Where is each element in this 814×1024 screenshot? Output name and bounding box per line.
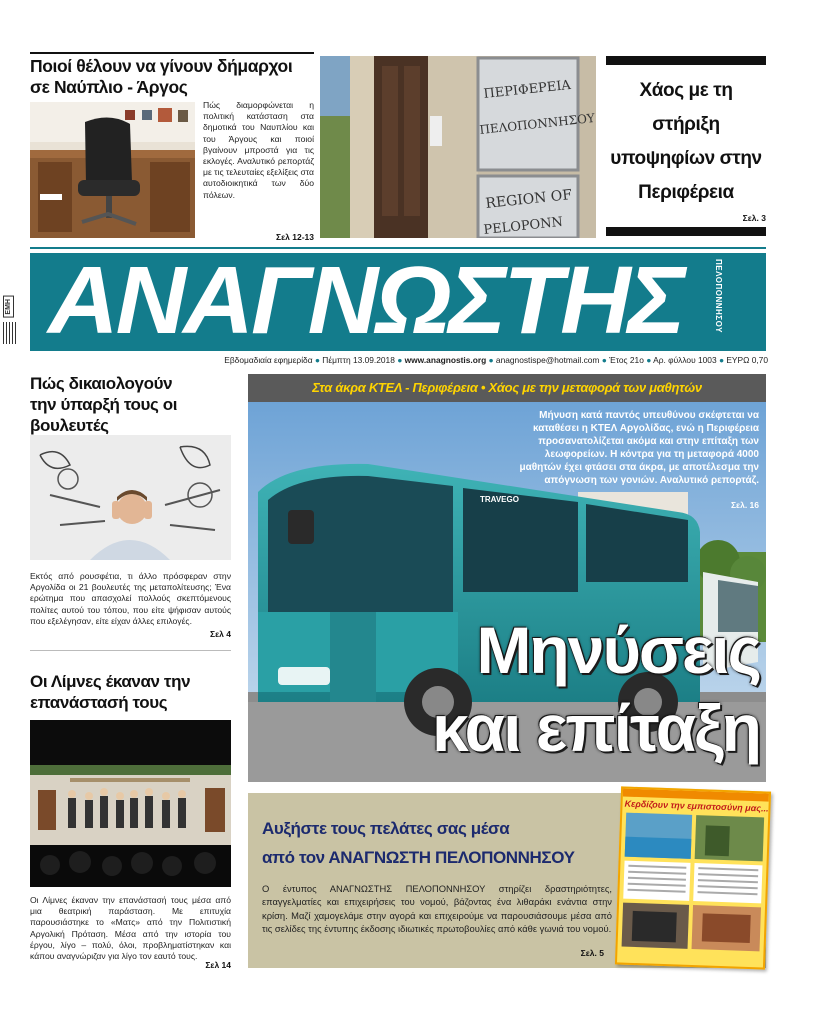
ad-title-line1: Αυξήστε τους πελάτες σας μέσα	[262, 819, 510, 838]
story-headline-mps[interactable]: Πώς δικαιολογούν την ύπαρξή τους οι βουλευτές	[30, 374, 178, 435]
top-rule-right-bottom	[606, 227, 766, 236]
page-ref-ad[interactable]: Σελ. 5	[580, 948, 604, 958]
left-divider	[30, 650, 231, 651]
photo-empty-chair	[30, 102, 195, 238]
email-link[interactable]: anagnostispe@hotmail.com	[495, 355, 600, 365]
page-ref-chaos[interactable]: Σελ. 3	[742, 213, 766, 223]
story-headline-limnes[interactable]: Οι Λίμνες έκαναν την επανάστασή τους	[30, 672, 191, 712]
side-badge-text: ΕΜΗ	[3, 296, 14, 318]
story-headline-chaos[interactable]: Χάος με τη στήριξη υποψηφίων στην Περιφέρεια	[610, 80, 762, 203]
top-rule-left	[30, 52, 314, 54]
page-ref-limnes[interactable]: Σελ 14	[205, 960, 231, 970]
website-link[interactable]: www.anagnostis.org	[404, 355, 487, 365]
ad-thumbnail-title: Κερδίζουν την εμπιστοσύνη μας...	[624, 798, 769, 814]
page-ref-mayors[interactable]: Σελ 12-13	[276, 232, 314, 242]
ad-title-line2: από τον ΑΝΑΓΝΩΣΤΗ ΠΕΛΟΠΟΝΝΗΣΟΥ	[262, 848, 575, 867]
main-banner-text: Στα άκρα ΚΤΕΛ - Περιφέρεια • Χάος με την μεταφορά των μαθητών	[312, 380, 702, 395]
masthead-subtitle: ΠΕΛΟΠΟΝΝΗΣΟΥ	[714, 259, 723, 333]
main-banner[interactable]	[248, 374, 766, 402]
ad-thumbnail[interactable]	[615, 786, 771, 969]
masthead	[30, 253, 766, 351]
top-rule-right	[606, 56, 766, 65]
side-badge	[3, 296, 23, 368]
photo-region-sign	[320, 56, 596, 238]
sign-text-1: ΠΕΡΙΦΕΡΕΙΑ	[482, 77, 572, 102]
paper-price: ΕΥΡΩ 0,70	[726, 355, 768, 365]
main-headline-line1[interactable]: Μηνύσεις	[476, 613, 760, 687]
barcode-icon	[3, 322, 17, 344]
main-headline-line2[interactable]: και επίταξη	[432, 691, 760, 765]
issue-date: Πέμπτη 13.09.2018	[322, 355, 395, 365]
sign-text-3: REGION OF	[484, 186, 573, 212]
masthead-info-bar: Εβδομαδιαία εφημερίδα ● Πέμπτη 13.09.2018 ● www.anagnostis.org ● anagnostispe@hotmail.com ● Έτος 21ο ● Αρ. φύλλου 1003 ● ΕΥΡΩ 0,70	[224, 355, 768, 365]
story-headline-mayors[interactable]: Ποιοί θέλουν να γίνουν δήμαρχοι σε Ναύπλιο - Άργος	[30, 56, 293, 97]
story-text-mps: Εκτός από ρουσφέτια, τι άλλο πρόσφεραν στην Αργολίδα οι 21 βουλευτές της μεταπολίτευσης; Ένα ερώτημα που απασχολεί πολλούς σκεπτόμενους πολίτες αυτού του τόπου, που είτε ψήφισαν αυτούς που εξελέγησαν, είτε είχαν άλλες επιλογές.	[30, 571, 231, 626]
ad-thumbnail-photos	[617, 810, 768, 955]
paper-year: Έτος 21ο	[609, 355, 644, 365]
photo-stressed-man	[30, 435, 231, 560]
story-text-mayors: Πώς διαμορφώνεται η πολιτική κατάσταση στα δημοτικά του Ναυπλίου και του Άργους και ποιοί βγαίνουν μπροστά για τις εκλογές. Αναλυτικό ρεπορτάζ με τις τελευταίες εξελίξεις στα αυτοδιοικητικά των δύο πόλεων.	[203, 100, 314, 200]
issue-number: Αρ. φύλλου 1003	[653, 355, 717, 365]
masthead-title[interactable]: ΑΝΑΓΝΩΣΤΗΣ	[48, 253, 683, 351]
main-lead-text: Μήνυση κατά παντός υπευθύνου σκέφτεται να καταθέσει η ΚΤΕΛ Αργολίδας, ενώ η Περιφέρεια προσανατολίζεται ακόμα και στην επίταξη των λεωφορείων. Η κόντρα για τη μεταφορά 4000 μαθητών έχει φτάσει στα άκρα, με αποτέλεσμα την απόγνωση των γονιών. Αναλυτικό ρεπορτάζ.	[519, 410, 759, 486]
bus-label: TRAVEGO	[480, 495, 519, 504]
photo-theater-stage	[30, 720, 231, 887]
sign-text-4: PELOPONN	[482, 214, 564, 238]
ad-text: Ο έντυπος ΑΝΑΓΝΩΣΤΗΣ ΠΕΛΟΠΟΝΝΗΣΟΥ στηρίζει δραστηριότητες, επαγγελματίες και επιχειρήσεις του νομού, βάζοντας ένα λιθαράκι ενάντια στην κρίση. Μαζί χαμογελάμε στην αγορά και επιχειρούμε να παρουσιάσουμε μέσα από τις σελίδες της έντυπης έκδοσης ιδιωτικές πρωτοβουλίες από κάθε γωνιά του νομού.	[262, 883, 612, 934]
sign-text-2: ΠΕΛΟΠΟΝΝΗΣΟΥ	[478, 110, 596, 137]
page-ref-main[interactable]: Σελ. 16	[730, 500, 759, 510]
page-ref-mps[interactable]: Σελ 4	[210, 629, 231, 639]
masthead-top-line	[30, 247, 766, 249]
paper-type: Εβδομαδιαία εφημερίδα	[224, 355, 313, 365]
story-text-limnes: Οι Λίμνες έκαναν την επανάστασή τους μέσα από μια θεατρική παράσταση. Με επιτυχία παρουσιάστηκε το «Ματς» από την Πολιτιστική Αργολική Πρόταση. Μέσα από την ιστορία του έργου, λίγο – πολύ, όλοι, προβληματίστηκαν και κάπου αναγνώριζαν για λίγο τον εαυτό τους.	[30, 895, 231, 962]
